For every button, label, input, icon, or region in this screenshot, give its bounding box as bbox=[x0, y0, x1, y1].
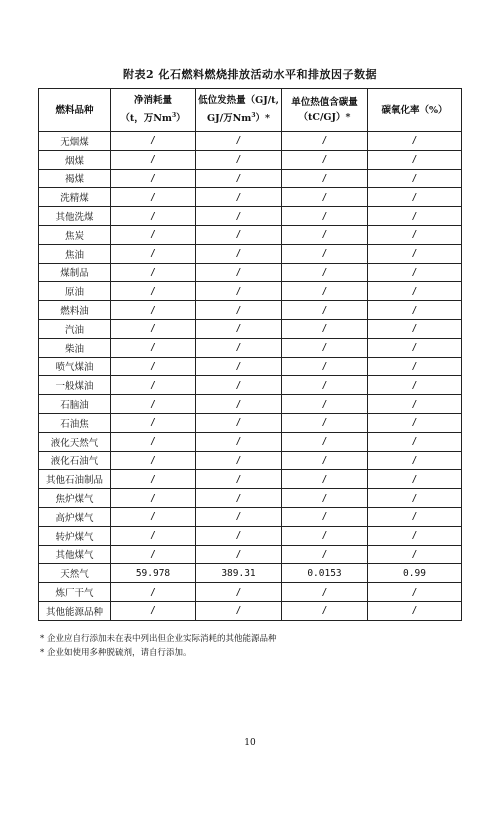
cell-fuel-name: 一般煤油 bbox=[39, 376, 111, 395]
cell-net-consumption: / bbox=[111, 244, 196, 263]
cell-oxidation-rate: / bbox=[368, 413, 462, 432]
cell-net-calorific-value: / bbox=[196, 282, 282, 301]
table-row bbox=[39, 319, 462, 338]
cell-net-calorific-value: / bbox=[196, 413, 282, 432]
cell-fuel-name: 天然气 bbox=[39, 564, 111, 583]
cell-carbon-content: 0.0153 bbox=[282, 564, 368, 583]
cell-net-consumption: / bbox=[111, 132, 196, 151]
cell-net-calorific-value: / bbox=[196, 188, 282, 207]
cell-fuel-name: 其他能源品种 bbox=[39, 601, 111, 620]
table-row bbox=[39, 451, 462, 470]
cell-net-consumption: / bbox=[111, 225, 196, 244]
cell-oxidation-rate: / bbox=[368, 470, 462, 489]
table-row bbox=[39, 301, 462, 320]
cell-carbon-content: / bbox=[282, 338, 368, 357]
table-row bbox=[39, 432, 462, 451]
cell-oxidation-rate: / bbox=[368, 338, 462, 357]
cell-net-calorific-value: 389.31 bbox=[196, 564, 282, 583]
cell-oxidation-rate: / bbox=[368, 583, 462, 602]
cell-net-consumption: / bbox=[111, 583, 196, 602]
cell-carbon-content: / bbox=[282, 225, 368, 244]
cell-net-calorific-value: / bbox=[196, 207, 282, 226]
cell-net-calorific-value: / bbox=[196, 507, 282, 526]
page-number: 10 bbox=[244, 738, 256, 748]
cell-net-calorific-value: / bbox=[196, 301, 282, 320]
cell-net-calorific-value: / bbox=[196, 395, 282, 414]
cell-fuel-name: 石油焦 bbox=[39, 413, 111, 432]
cell-fuel-name: 焦油 bbox=[39, 244, 111, 263]
cell-net-consumption: / bbox=[111, 150, 196, 169]
header-net-consumption: 净消耗量 （t，万Nm$^3$） bbox=[111, 89, 196, 132]
table-row bbox=[39, 188, 462, 207]
cell-fuel-name: 柴油 bbox=[39, 338, 111, 357]
cell-net-calorific-value: / bbox=[196, 432, 282, 451]
cell-fuel-name: 石脑油 bbox=[39, 395, 111, 414]
cell-fuel-name: 液化天然气 bbox=[39, 432, 111, 451]
cell-oxidation-rate: / bbox=[368, 601, 462, 620]
table-row bbox=[39, 507, 462, 526]
table-row bbox=[39, 244, 462, 263]
cell-fuel-name: 燃料油 bbox=[39, 301, 111, 320]
table-row bbox=[39, 489, 462, 508]
cell-oxidation-rate: / bbox=[368, 225, 462, 244]
cell-fuel-name: 褐煤 bbox=[39, 169, 111, 188]
cell-oxidation-rate: / bbox=[368, 319, 462, 338]
table-row bbox=[39, 601, 462, 620]
cell-net-calorific-value: / bbox=[196, 357, 282, 376]
cell-fuel-name: 转炉煤气 bbox=[39, 526, 111, 545]
cell-carbon-content: / bbox=[282, 395, 368, 414]
cell-oxidation-rate: / bbox=[368, 451, 462, 470]
cell-fuel-name: 煤制品 bbox=[39, 263, 111, 282]
cell-net-calorific-value: / bbox=[196, 545, 282, 564]
cell-fuel-name: 其他洗煤 bbox=[39, 207, 111, 226]
cell-fuel-name: 液化石油气 bbox=[39, 451, 111, 470]
header-carbon-content: 单位热值含碳量 （tC/GJ）* bbox=[282, 89, 368, 132]
cell-net-calorific-value: / bbox=[196, 601, 282, 620]
cell-net-consumption: 59.978 bbox=[111, 564, 196, 583]
cell-fuel-name: 汽油 bbox=[39, 319, 111, 338]
cell-oxidation-rate: / bbox=[368, 150, 462, 169]
cell-carbon-content: / bbox=[282, 413, 368, 432]
cell-carbon-content: / bbox=[282, 432, 368, 451]
cell-oxidation-rate: / bbox=[368, 169, 462, 188]
table-row bbox=[39, 413, 462, 432]
cell-net-calorific-value: / bbox=[196, 169, 282, 188]
cell-carbon-content: / bbox=[282, 507, 368, 526]
table-row bbox=[39, 526, 462, 545]
table-row bbox=[39, 395, 462, 414]
cell-net-consumption: / bbox=[111, 451, 196, 470]
cell-net-consumption: / bbox=[111, 338, 196, 357]
cell-oxidation-rate: / bbox=[368, 376, 462, 395]
cell-net-consumption: / bbox=[111, 357, 196, 376]
cell-net-calorific-value: / bbox=[196, 376, 282, 395]
cell-carbon-content: / bbox=[282, 489, 368, 508]
cell-net-consumption: / bbox=[111, 489, 196, 508]
table-row bbox=[39, 150, 462, 169]
cell-oxidation-rate: / bbox=[368, 244, 462, 263]
cell-fuel-name: 洗精煤 bbox=[39, 188, 111, 207]
table-body bbox=[39, 132, 462, 621]
cell-oxidation-rate: / bbox=[368, 282, 462, 301]
cell-net-calorific-value: / bbox=[196, 132, 282, 151]
table-row bbox=[39, 225, 462, 244]
cell-carbon-content: / bbox=[282, 601, 368, 620]
cell-net-consumption: / bbox=[111, 169, 196, 188]
cell-carbon-content: / bbox=[282, 301, 368, 320]
table-row bbox=[39, 357, 462, 376]
table-row bbox=[39, 376, 462, 395]
cell-fuel-name: 其他煤气 bbox=[39, 545, 111, 564]
footnote: * 企业如使用多种脱硫剂，请自行添加。 bbox=[40, 648, 192, 658]
cell-fuel-name: 焦炉煤气 bbox=[39, 489, 111, 508]
cell-carbon-content: / bbox=[282, 545, 368, 564]
cell-carbon-content: / bbox=[282, 188, 368, 207]
cell-oxidation-rate: / bbox=[368, 263, 462, 282]
cell-carbon-content: / bbox=[282, 244, 368, 263]
cell-net-calorific-value: / bbox=[196, 451, 282, 470]
cell-fuel-name: 高炉煤气 bbox=[39, 507, 111, 526]
cell-fuel-name: 烟煤 bbox=[39, 150, 111, 169]
cell-oxidation-rate: / bbox=[368, 207, 462, 226]
table-row bbox=[39, 169, 462, 188]
cell-carbon-content: / bbox=[282, 150, 368, 169]
table-header-row bbox=[39, 89, 462, 132]
cell-carbon-content: / bbox=[282, 451, 368, 470]
cell-net-calorific-value: / bbox=[196, 263, 282, 282]
header-net-calorific-value: 低位发热量（GJ/t, GJ/万Nm$^3$）* bbox=[196, 89, 282, 132]
cell-oxidation-rate: / bbox=[368, 188, 462, 207]
cell-oxidation-rate: / bbox=[368, 545, 462, 564]
cell-net-consumption: / bbox=[111, 395, 196, 414]
footnote: * 企业应自行添加未在表中列出但企业实际消耗的其他能源品种 bbox=[40, 634, 277, 644]
table-row bbox=[39, 132, 462, 151]
cell-net-consumption: / bbox=[111, 207, 196, 226]
cell-net-consumption: / bbox=[111, 413, 196, 432]
cell-carbon-content: / bbox=[282, 169, 368, 188]
cell-net-consumption: / bbox=[111, 301, 196, 320]
table-row bbox=[39, 470, 462, 489]
cell-fuel-name: 其他石油制品 bbox=[39, 470, 111, 489]
cell-carbon-content: / bbox=[282, 376, 368, 395]
cell-oxidation-rate: / bbox=[368, 132, 462, 151]
cell-net-consumption: / bbox=[111, 319, 196, 338]
cell-fuel-name: 炼厂干气 bbox=[39, 583, 111, 602]
cell-carbon-content: / bbox=[282, 583, 368, 602]
cell-oxidation-rate: / bbox=[368, 357, 462, 376]
cell-carbon-content: / bbox=[282, 207, 368, 226]
cell-net-calorific-value: / bbox=[196, 338, 282, 357]
table-row bbox=[39, 207, 462, 226]
header-oxidation-rate: 碳氧化率（%） bbox=[368, 89, 462, 132]
cell-net-consumption: / bbox=[111, 601, 196, 620]
cell-net-calorific-value: / bbox=[196, 489, 282, 508]
cell-net-consumption: / bbox=[111, 376, 196, 395]
cell-carbon-content: / bbox=[282, 282, 368, 301]
cell-net-calorific-value: / bbox=[196, 470, 282, 489]
cell-net-calorific-value: / bbox=[196, 526, 282, 545]
cell-oxidation-rate: / bbox=[368, 526, 462, 545]
table-row bbox=[39, 282, 462, 301]
cell-oxidation-rate: / bbox=[368, 507, 462, 526]
cell-net-calorific-value: / bbox=[196, 150, 282, 169]
cell-net-calorific-value: / bbox=[196, 225, 282, 244]
footnotes bbox=[40, 632, 276, 660]
table-row bbox=[39, 564, 462, 583]
table-row bbox=[39, 263, 462, 282]
fuel-data-table bbox=[38, 88, 462, 621]
header-fuel-type: 燃料品种 bbox=[39, 89, 111, 132]
cell-carbon-content: / bbox=[282, 357, 368, 376]
table-row bbox=[39, 338, 462, 357]
cell-net-calorific-value: / bbox=[196, 583, 282, 602]
cell-oxidation-rate: / bbox=[368, 489, 462, 508]
cell-carbon-content: / bbox=[282, 526, 368, 545]
cell-carbon-content: / bbox=[282, 470, 368, 489]
table-row bbox=[39, 583, 462, 602]
cell-oxidation-rate: / bbox=[368, 432, 462, 451]
cell-oxidation-rate: 0.99 bbox=[368, 564, 462, 583]
cell-oxidation-rate: / bbox=[368, 301, 462, 320]
cell-carbon-content: / bbox=[282, 263, 368, 282]
cell-net-consumption: / bbox=[111, 432, 196, 451]
cell-net-consumption: / bbox=[111, 263, 196, 282]
cell-fuel-name: 喷气煤油 bbox=[39, 357, 111, 376]
cell-net-consumption: / bbox=[111, 188, 196, 207]
cell-net-calorific-value: / bbox=[196, 244, 282, 263]
table-row bbox=[39, 545, 462, 564]
cell-net-consumption: / bbox=[111, 282, 196, 301]
cell-net-consumption: / bbox=[111, 470, 196, 489]
table-title: 附表2 化石燃料燃烧排放活动水平和排放因子数据 bbox=[123, 68, 377, 81]
cell-carbon-content: / bbox=[282, 132, 368, 151]
cell-fuel-name: 原油 bbox=[39, 282, 111, 301]
cell-carbon-content: / bbox=[282, 319, 368, 338]
cell-net-consumption: / bbox=[111, 507, 196, 526]
cell-fuel-name: 无烟煤 bbox=[39, 132, 111, 151]
cell-net-consumption: / bbox=[111, 545, 196, 564]
cell-net-consumption: / bbox=[111, 526, 196, 545]
cell-oxidation-rate: / bbox=[368, 395, 462, 414]
cell-net-calorific-value: / bbox=[196, 319, 282, 338]
cell-fuel-name: 焦炭 bbox=[39, 225, 111, 244]
